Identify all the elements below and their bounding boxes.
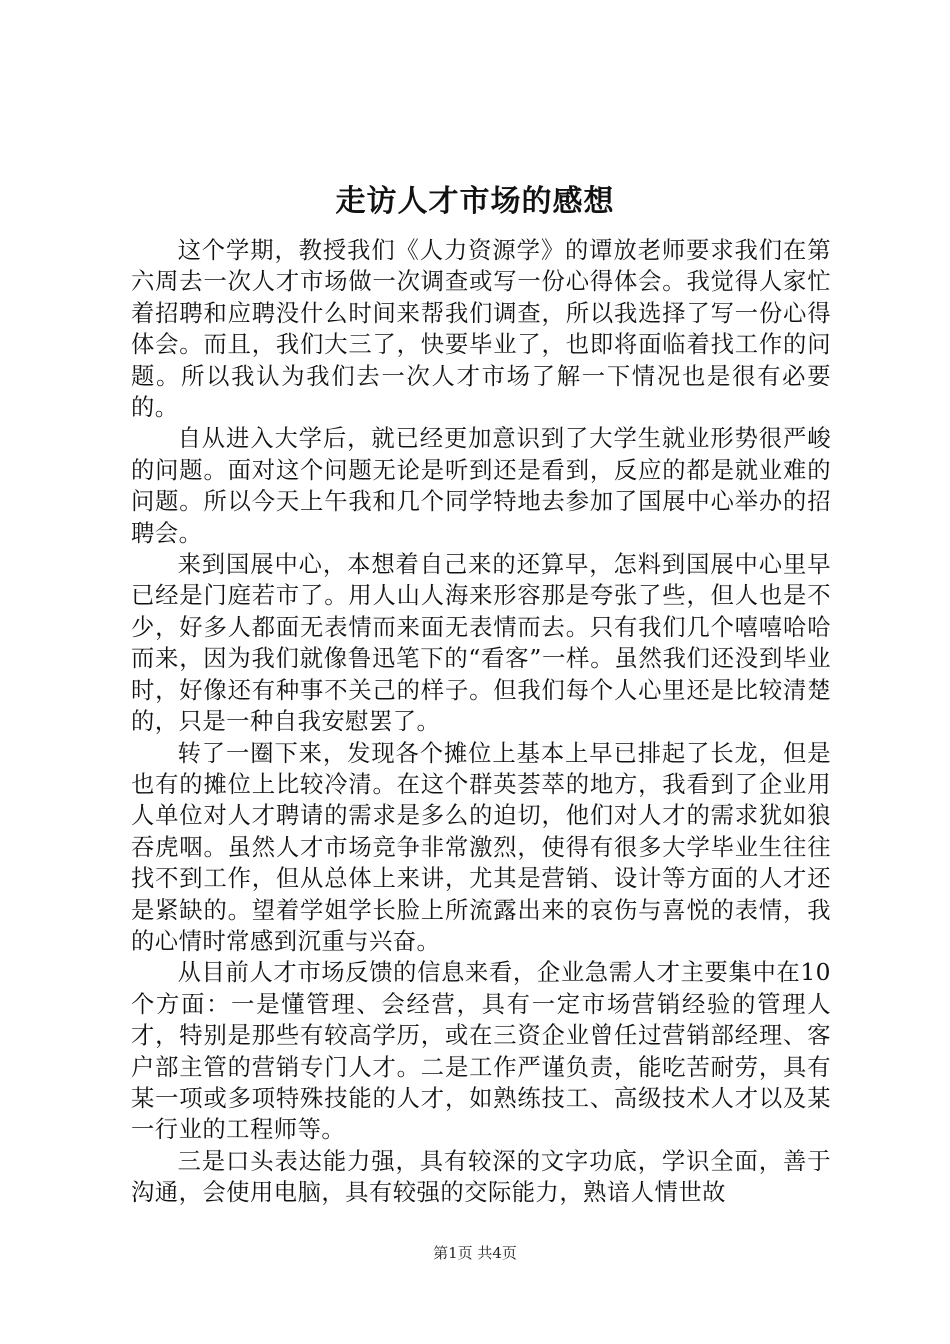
paragraph-5: 从目前人才市场反馈的信息来看，企业急需人才主要集中在10个方面：一是懂管理、会经营，具有一定市场营销经验的管理人才，特别是那些有较高学历，或在三资企业曾任过营销部经理、客户部主管的营销专门人才。二是工作严谨负责，能吃苦耐劳，具有某一项或多项特殊技能的人才，如熟练技工、高级技术人才以及某一行业的工程师等。 (131, 959, 831, 1144)
paragraph-6: 三是口头表达能力强，具有较深的文字功底，学识全面，善于沟通，会使用电脑，具有较强的交际能力，熟谙人情世故 (131, 1147, 831, 1207)
paragraph-2: 自从进入大学后，就已经更加意识到了大学生就业形势很严峻的问题。面对这个问题无论是听到还是看到，反应的都是就业难的问题。所以今天上午我和几个同学特地去参加了国展中心举办的招聘会。 (131, 425, 831, 547)
paragraph-3: 来到国展中心，本想着自己来的还算早，怎料到国展中心里早已经是门庭若市了。用人山人海来形容那是夸张了些，但人也是不少，好多人都面无表情而来面无表情而去。只有我们几个嘻嘻哈哈而来，因为我们就像鲁迅笔下的“看客”一样。虽然我们还没到毕业时，好像还有种事不关己的样子。但我们每个人心里还是比较清楚的，只是一种自我安慰罢了。 (131, 551, 831, 736)
document-body (131, 235, 831, 1209)
page-number-footer: 第1页 共4页 (433, 1244, 517, 1262)
paragraph-1: 这个学期，教授我们《人力资源学》的谭放老师要求我们在第六周去一次人才市场做一次调查或写一份心得体会。我觉得人家忙着招聘和应聘没什么时间来帮我们调查，所以我选择了写一份心得体会。而且，我们大三了，快要毕业了，也即将面临着找工作的问题。所以我认为我们去一次人才市场了解一下情况也是很有必要的。 (131, 237, 831, 422)
paragraph-4: 转了一圈下来，发现各个摊位上基本上早已排起了长龙，但是也有的摊位上比较冷清。在这个群英荟萃的地方，我看到了企业用人单位对人才聘请的需求是多么的迫切，他们对人才的需求犹如狼吞虎咽。虽然人才市场竞争非常激烈，使得有很多大学毕业生往往找不到工作，但从总体上来讲，尤其是营销、设计等方面的人才还是紧缺的。望着学姐学长脸上所流露出来的哀伤与喜悦的表情，我的心情时常感到沉重与兴奋。 (131, 739, 831, 955)
document-title: 走访人才市场的感想 (335, 184, 615, 219)
